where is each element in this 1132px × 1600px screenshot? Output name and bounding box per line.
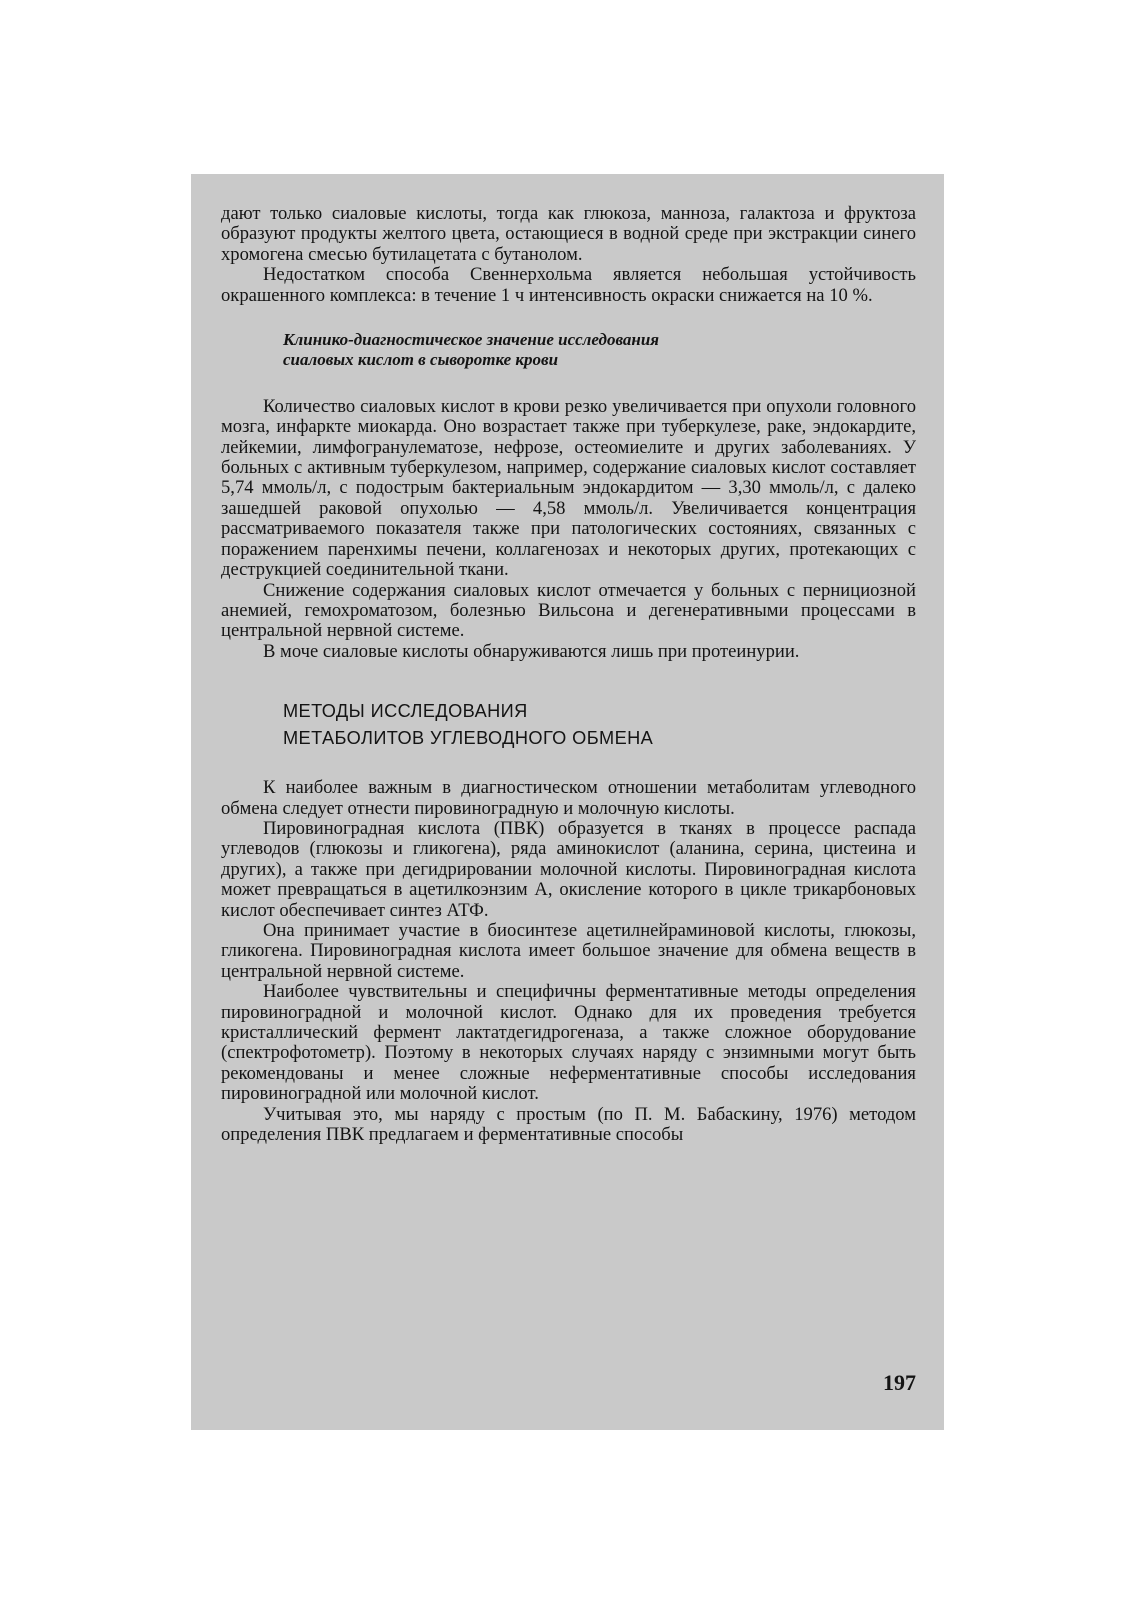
paragraph: К наиболее важным в диагностическом отношении метаболитам углеводного обмена следует отнести пировиноградную и молочную кислоты.: [221, 777, 916, 819]
subheading: [283, 330, 916, 371]
paragraph: В моче сиаловые кислоты обнаруживаются лишь при протеинурии.: [263, 640, 800, 662]
paragraph: Количество сиаловых кислот в крови резко увеличивается при опухоли головного мозга, инфаркте миокарда. Оно возрастает также при туберкулезе, раке, эндокардите, лейкемии, лимфогранулематозе, нефрозе, остеомиелите и других заболеваниях. У больных с активным туберкулезом, например, содержание сиаловых кислот составляет 5,74 ммоль/л, с подострым бактериальным эндокардитом — 3,30 ммоль/л, с далеко зашедшей раковой опухолью — 4,58 ммоль/л. Увеличивается концентрация рассматриваемого показателя также при патологических состояниях, связанных с поражением паренхимы печени, коллагенозах и некоторых других, протекающих с деструкцией соединительной ткани.: [221, 395, 916, 581]
paragraph: дают только сиаловые кислоты, тогда как глюкоза, манноза, галактоза и фруктоза образуют продукты желтого цвета, остающиеся в водной среде при экстракции синего хромогена смесью бутилацетата с бутанолом.: [221, 203, 916, 265]
page-number: 197: [883, 1370, 916, 1395]
section-title-line-2: МЕТАБОЛИТОВ УГЛЕВОДНОГО ОБМЕНА: [283, 728, 654, 749]
paragraph: Недостатком способа Свеннерхольма является небольшая устойчивость окрашенного комплекса: в течение 1 ч интенсивность окраски снижается на 10 %.: [221, 264, 916, 306]
section-title-line-1: МЕТОДЫ ИССЛЕДОВАНИЯ: [283, 701, 528, 722]
paragraph: Наиболее чувствительны и специфичны ферментативные методы определения пировиноградной и молочной кислот. Однако для их проведения требуется кристаллический фермент лактатдегидрогеназа, а также сложное оборудование (спектрофотометр). Поэтому в некоторых случаях наряду с энзимными могут быть рекомендованы и менее сложные неферментативные способы исследования пировиноградной или молочной кислот.: [221, 981, 916, 1105]
book-page: [191, 174, 944, 1430]
paragraph: Учитывая это, мы наряду с простым (по П. М. Бабаскину, 1976) методом определения ПВК предлагаем и ферментативные способы: [221, 1103, 916, 1146]
text-block-bottom: [221, 778, 916, 1145]
subheading-line-2: сиаловых кислот в сыворотке крови: [283, 350, 559, 370]
paragraph: Она принимает участие в биосинтезе ацетилнейраминовой кислоты, глюкозы, гликогена. Пировиноградная кислота имеет большое значение для обмена веществ в центральной нервной системе.: [221, 919, 916, 982]
text-block-middle: [221, 397, 916, 662]
paragraph: Пировиноградная кислота (ПВК) образуется в тканях в процессе распада углеводов (глюкозы и гликогена), ряда аминокислот (аланина, серина, цистеина и других), а также при дегидрировании молочной кислоты. Пировиноградная кислота может превращаться в ацетилкоэнзим А, окисление которого в цикле трикарбоновых кислот обеспечивает синтез АТФ.: [221, 817, 916, 921]
section-title: [283, 698, 916, 752]
subheading-line-1: Клинико-диагностическое значение исследования: [283, 330, 660, 350]
text-block-top: [221, 204, 916, 306]
paragraph: Снижение содержания сиаловых кислот отмечается у больных с пернициозной анемией, гемохроматозом, болезнью Вильсона и дегенеративными процессами в центральной нервной системе.: [221, 579, 916, 642]
